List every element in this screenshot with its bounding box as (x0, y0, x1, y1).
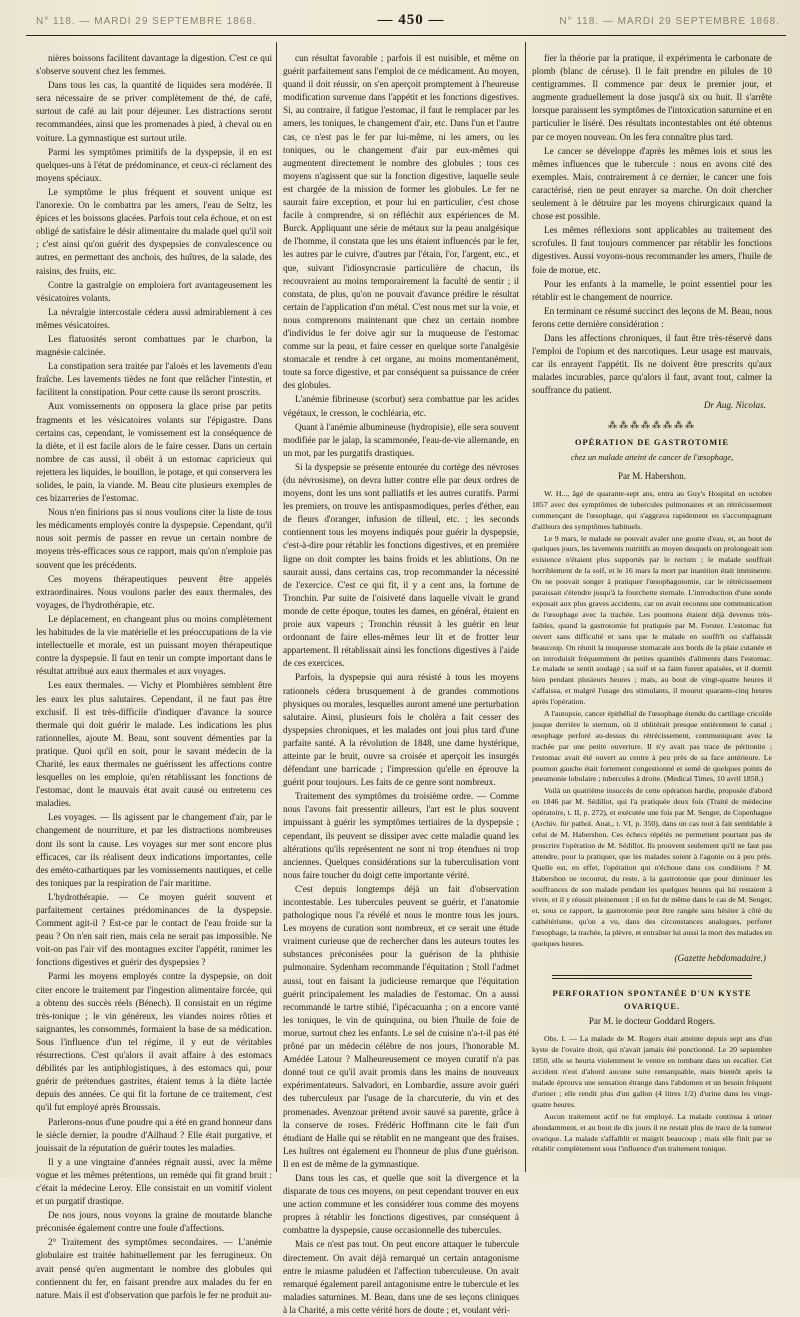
signature-nicolas: Dr Aug. Nicolas. (703, 400, 766, 411)
paragraph: Il y a une vingtaine d'années régnait aussi, avec la même vogue et les mêmes prétentions, un remède qui fit grand bruit : c'était la médecine Leroy. Elle consistait en un vomitif violent et un purgatif drastique. (36, 1156, 272, 1207)
paragraph: Parmi les symptômes primitifs de la dyspepsie, il en est quelques-uns à l'état de prédominance, et ceux-ci réclament des moyens spéciaux. (36, 146, 272, 183)
paragraph: Dans les affections chroniques, il faut être très-réservé dans l'emploi de l'opium et des narcotiques. Leur usage est mauvais, car ils enrayent l'appétit. Ils ne doivent être prescrits qu'aux malades incurables, parce qu'alors il faut, avant tout, calmer la souffrance du patient. (532, 332, 772, 396)
page-header (26, 14, 786, 36)
paragraph: Quant à l'anémie albumineuse (hydropisie), elle sera souvent modifiée par le jalap, la scammonée, l'eau-de-vie allemande, en un mot, par les purgatifs drastiques. (283, 421, 519, 458)
paragraph: Parmi les moyens employés contre la dyspepsie, on doit citer encore le traitement par l'ingestion alimentaire forcée, qui a obtenu des succès réels (Bénech). Il consistait en un régime très-tonique ; le vin généreux, les viandes noires rôties et saignantes, les consommés, formaient la base de sa médication. Sous l'influence d'un tel régime, il y eut de véritables résurrections. C'est qu'alors il avait affaire à des estomacs débilités par les antiphlogistiques, à des estomacs qui, pour guérir de prétendues gastrites, étaient tenus à la diète lactée depuis des années. Ce qui fit la fortune de ce traitement, c'est qu'il fut employé après Broussais. (36, 971, 272, 1113)
paragraph: fier la théorie par la pratique, il expérimenta le carbonate de plomb (blanc de céruse). Il le fait prendre en pilules de 10 centigrammes. Il commence par deux le premier jour, et augmente graduellement la dose jusqu'à six ou huit. Il s'arrête lorsque paraissent les symptômes de l'intoxication saturnine et en particulier le liséré. Des résultats incontestables ont été obtenus par ce moyen nouveau. On les fera connaître plus tard. (532, 53, 772, 142)
paragraph: Le déplacement, en changeant plus ou moins complètement les habitudes de la vie matérielle et les préoccupations de la vie intellectuelle et morale, est un puissant moyen thérapeutique contre la dyspepsie. Il faut en tenir un compte important dans le résultat attribué aux eaux thermales et aux voyages. (36, 613, 272, 677)
paragraph: 2° Traitement des symptômes secondaires. — L'anémie globulaire est traitée habituellement par les ferrugineux. On avait pensé qu'en augmentant le nombre des globules qui contiennent du fer, en faisant prendre aux malades du fer en nature. Mais il est d'observation que parfois le fer ne produit au- (36, 1237, 272, 1300)
paragraph: Les eaux thermales. — Vichy et Plombières semblent être les eaux les plus salutaires. Cependant, il ne faut pas être exclusif. Il est très-difficile d'indiquer d'avance la source thermale qui doit guérir le malade. Les indications les plus rationnelles, ajoute M. Beau, sont souvent démenties par la pratique. Quoi qu'il en soit, pour le savant médecin de la Charité, les eaux thermales ne guérissent les affections contre lesquelles on les emploie, qu'en rétablissant les fonctions de l'estomac, dont le mauvais état avait causé ou entretenu ces maladies. (36, 680, 272, 809)
header-right: N° 118. — MARDI 29 SEPTEMBRE 1868. (559, 16, 780, 27)
paragraph: En terminant ce résumé succinct des leçons de M. Beau, nous ferons cette dernière considération : (532, 305, 772, 329)
paragraph: La constipation sera traitée par l'aloès et les lavements d'eau fraîche. Les lavements tièdes ne font que relâcher l'intestin, et facilitent la constipation. Pour cette cause ils seront proscrits. (36, 361, 272, 398)
paragraph: Le 9 mars, le malade ne pouvait avaler une goutte d'eau, et, au bout de quelques jours, les lavements nutritifs au moyen desquels on prolongeait son existence n'étaient plus supportés par le rectum ; le malade souffrait horriblement de la soif, et le 16 mars la mort par inanition était imminente. On ne pouvait songer à pratiquer l'œsophagotomie, car le rétrécissement paraissait s'étendre jusqu'à la fourchette sternale. L'introduction d'une sonde exposait aux plus graves accidents, car on avait reconnu une communication de l'œsophage avec la trachée. Les poumons étaient déjà devenus très-faibles, quand la gastrotomie fut pratiquée par M. Forster. L'estomac fut ouvert sans difficulté et sans que le malade en souffrît ou s'affaissât beaucoup. On réunit la muqueuse stomacale aux bords de la plaie cutanée et on introduisit fréquemment de petites quantités d'aliments dans l'estomac. Le malade se sentit soulagé ; sa soif et sa faim furent apaisées, et il dormit bien pendant plusieurs heures ; mais, au bout de vingt-quatre heures il s'affaissa, et malgré l'usage des stimulants, il mourut quarante-cinq heures après l'opération. (532, 533, 772, 707)
column-3 (532, 52, 772, 1172)
paragraph: Les mêmes réflexions sont applicables au traitement des scrofules. Il faut toujours commencer par rétablir les fonctions digestives. Aussi voyons-nous recommander les amers, l'huile de foie de morue, etc. (532, 225, 772, 275)
paragraph: Les voyages. — Ils agissent par le changement d'air, par le changement de nourriture, et par les distractions nombreuses dont ils sont la cause. Les voyages sur mer sont encore plus efficaces, car ils réalisent deux indications importantes, celle des eméto-cathartiques par les vomissements nautiques, et celle des toniques par la respiration de l'air maritime. (36, 812, 272, 888)
paragraph: Nous n'en finirions pas si nous voulions citer la liste de tous les médicaments employés contre la dyspepsie. Cependant, qu'il nous soit permis de passer en revue un certain nombre de moyens très-efficaces sous ce rapport, mais qu'on n'emploie pas souvent que les précédents. (36, 507, 272, 570)
library-stamp (6, 30, 32, 110)
paragraph: Les flatuosités seront combattues par le charbon, la magnésie calcinée. (36, 333, 272, 358)
paragraph: nières boissons facilitent davantage la digestion. C'est ce qui s'observe souvent chez les femmes. (36, 53, 272, 77)
header-left: N° 118. — MARDI 29 SEPTEMBRE 1868. (36, 16, 257, 27)
article-subtitle-gastrotomie: chez un malade atteint de cancer de l'œsophage, (570, 452, 734, 462)
paragraph: La névralgie intercostale cédera aussi admirablement à ces mêmes vésicatoires. (36, 306, 272, 330)
paragraph: C'est depuis longtemps déjà un fait d'observation incontestable. Les tubercules peuvent se guérir, et l'anatomie pathologique nous l'a révélé et nous le montre tous les jours. Les moyens de curation sont nombreux, et ce serait une étude vraiment curieuse que de rechercher dans les auteurs toutes les substances préconisées pour la guérison de la phthisie pulmonaire. Sydenham recommande l'équitation ; Stoll l'admet aussi, tout en faisant la judicieuse remarque que l'équitation guérit principalement les maladies de l'estomac. On a aussi recommandé le tartre stibié, l'ipécacuanha ; on a encore vanté les toniques, le vin de quinquina, ou bien l'huile de foie de morue, surtout chez les enfants. Le sel de cuisine n'a-t-il pas été prôné par un médecin célèbre de nos jours, l'honorable M. Amédée Latour ? Malheureusement ce moyen curatif n'a pas donné tout ce qu'il avait promis dans les mains de nouveaux expérimentateurs. Salvadori, en Lombardie, assure avoir guéri des tuberculeux par l'usage de la charcuterie, du vin et des promenades. Avenzoar prétend avoir sauvé sa parente, grâce à la conserve de roses. Frédéric Hoffmann cite le fait d'un étudiant de Halle qui se rétablit en ne mangeant que des fraises. Les huîtres ont également eu l'honneur de plus d'une guérison. Il en est de même de la gymnastique. (283, 883, 519, 1169)
signature-gazette: (Gazette hebdomadaire.) (674, 952, 766, 963)
paragraph: Le symptôme le plus fréquent et souvent unique est l'anorexie. On le combattra par les amers, l'eau de Seltz, les épices et les boissons glacées. Parfois tout cela échoue, et on est obligé de satisfaire le désir alimentaire du malade quel qu'il soit ; c'est ainsi qu'on guérit des dyspepsies de convalescence ou autres, en permettant des anchois, des huîtres, de la salade, des raisins, des fruits, etc. (36, 186, 272, 276)
paragraph: Aux vomissements on opposera la glace prise par petits fragments et les vésicatoires volants sur l'épigastre. Dans certains cas, cependant, le vomissement est la conséquence de la diète, et il est facile alors de le faire cesser. Dans un certain nombre de cas aussi, il obéit à un estomac capricieux qui rejettera les liquides, le bouillon, le potage, et qui conservera les solides, le pain, la viande. M. Beau cite plusieurs exemples de ces bizarreries de l'estomac. (36, 401, 272, 504)
article-title-gastrotomie: OPÉRATION DE GASTROTOMIE (575, 437, 729, 447)
paragraph: Traitement des symptômes du troisième ordre. — Comme nous l'avons fait pressentir ailleurs, l'art est le plus souvent impuissant à guérir les symptômes tertiaires de la dyspepsie ; cependant, ils peuvent se dissiper avec cette maladie quand les altérations qu'ils représentent ne sont ni trop étendues ni trop anciennes. Quelques considérations sur la tuberculisation vont nous faire toucher du doigt cette importante vérité. (283, 791, 519, 880)
paragraph: Si la dyspepsie se présente entourée du cortège des névroses (du névrosisme), on devra lutter contre elle par deux ordres de moyens, dont les uns sont palliatifs et les autres curatifs. Parmi les premiers, on trouve les antispasmodiques, perles d'éther, eau de fleurs d'oranger, infusion de tilleul, etc. ; les seconds contiennent tous les moyens indiqués pour guérir la dyspepsie, c'est-à-dire pour rétablir les fonctions digestives, et en première ligne on doit compter les bains froids et les ablutions. On ne saurait aussi, dans certains cas, trop recommander la nécessité de l'exercice. C'est ce qui fit, il y a cent ans, la fortune de Tronchin. Par suite de l'oisiveté dans laquelle vivait le grand monde de cette époque, toutes les dames, en général, étaient en proie aux vapeurs ; Tronchin réussit à les guérir en leur ordonnant de faire elles-mêmes leur lit et de frotter leur appartement. Il rétablissait ainsi les fonctions digestives à l'aide de ces exercices. (283, 461, 519, 669)
paragraph: Voilà un quatrième insuccès de cette opération hardie, proposée d'abord en 1846 par M. Sédillot, qui l'a pratiquée deux fois (Traité de médecine opératoire, t. II, p. 272), et exécutée une fois par M. Senger, de Copenhague (Archiv. für pathol. Anat., t. VI, p. 350), dans un cas tout à fait semblable à celui de M. Habershon. Ces échecs répétés ne permettent pourtant pas de proscrire l'opération de M. Sédillot. Ils prouvent seulement qu'il ne faut pas attendre, pour la pratiquer, que les malades soient à l'agonie ou à peu près. Quelle est, en effet, l'opération qui n'échoue dans ces conditions ? M. Habershon ne recourut, du reste, à la gastrotomie que pour diminuer les souffrances de son malade pendant les quelques heures qui lui restaient à vivre, et il y réussit pleinement ; il en fut de même dans le cas de M. Senger, et, sous ce rapport, la gastrotomie peut être rangée sans hésiter à côté du cathétérisme, qu'on a vu, dans des circonstances analogues, perforer l'œsophage, la trachée, la plèvre, et entraîner lui aussi la mort des malades en quelques heures. (532, 786, 772, 949)
paragraph: A l'autopsie, cancer épithélial de l'œsophage étendu du cartilage cricoïde jusque derrière le sternum, où il oblitérait presque entièrement le canal ; œsophage perforé au-dessus du rétrécissement, communiquant avec la trachée par une petite ouverture. Il n'y avait pas trace de péritonite ; l'estomac avait été ouvert au centre à peu près de sa face antérieure. Le poumon gauche était fortement congestionné et semé de quelques points de pneumonie lobulaire ; tubercules à droite. (Medical Times, 10 avril 1858.) (532, 709, 772, 784)
paragraph: cun résultat favorable ; parfois il est nuisible, et même on guérit parfaitement sans l'emploi de ce médicament. Au moyen, quand il doit réussir, on s'en aperçoit promptement à l'heureuse modification survenue dans l'appétit et les fonctions digestives. Si, au contraire, il fatigue l'estomac, il faut le remplacer par les amers, les toniques, le changement d'air, etc. Dans l'un et l'autre cas, ce n'est pas le fer par lui-même, ni les amers, ou les toniques, ou le changement d'air par eux-mêmes qui augmentent directement le nombre des globules ; tous ces moyens n'agissent que sur la fonction digestive, laquelle seule est chargée de la mission de former les globules. Le fer ne saurait faire exception, et pour lui en particulier, c'est chose facile à comprendre, si on réfléchit aux expériences de M. Burck. Appliquant une série de métaux sur la peau analgésique de l'homme, il constata que les uns étaient influencés par le fer, les autres par le cuivre, d'autres par l'étain, l'or, l'argent, etc., et que, suivant l'idiosyncrasie particulière de chacun, ils recouvraient au moins temporairement la faculté de sentir ; il constata, de plus, qu'on ne pouvait d'avance prédire le résultat certain de l'application d'un métal. C'est nous met sur la voie, et nous comprenons maintenant que chez un certain nombre d'individus le fer doive agir sur la muqueuse de l'estomac comme sur la peau, et faire cesser en quelque sorte l'analgésie stomacale et rendre à cet organe, au moins momentanément, toute sa force digestive, et par conséquent sa puissance de créer des globules. (283, 53, 519, 391)
paragraph: Dans tous les cas, et quelle que soit la divergence et la disparate de tous ces moyens, on peut cependant trouver en eux une action commune et les considérer tous comme des moyens propres à rétablir les fonctions digestives, par conséquent à combattre la dyspepsie, cause occasionnelle des tubercules. (283, 1172, 519, 1236)
paragraph: Aucun traitement actif ne fut employé. La malade continua à uriner abondamment, et au bout de dix jours il ne restait plus de trace de la tumeur ovarique. La malade s'affaiblit et maigrit beaucoup ; mais elle finit par se rétablir complètement sous l'influence d'un traitement tonique. (532, 1111, 772, 1154)
page-number: — 450 — (377, 12, 445, 28)
column-divider (276, 42, 277, 1172)
article-title-kyste: PERFORATION SPONTANÉE D'UN KYSTE OVARIQUE. (552, 989, 752, 1012)
paragraph: Le cancer se développe d'après les mêmes lois et sous les mêmes influences que le tubercule : nous en avons cité des exemples. Mais, contrairement à ce dernier, le cancer une fois caractérisé, rien ne peut enrayer sa marche. On doit chercher seulement à le détruire par les moyens chirurgicaux quand la chose est possible. (532, 145, 772, 222)
article-author-habershon: Par M. Habershon. (618, 470, 686, 481)
paragraph: Parlerons-nous d'une poudre qui a été en grand honneur dans le siècle dernier, la poudre d'Ailhaud ? Elle était purgative, et jouissait de la réputation de guérir toutes les maladies. (36, 1116, 272, 1153)
paragraph: De nos jours, nous voyons la graine de moutarde blanche préconisée également contre une foule d'affections. (36, 1210, 272, 1234)
paragraph: Dans tous les cas, la quantité de liquides sera modérée. Il sera nécessaire de se priver complètement de thé, de café, surtout de café au lait pour déjeuner. Les distractions seront recommandées, ainsi que les promenades à pied, à cheval ou en voiture. La gymnastique est surtout utile. (36, 80, 272, 143)
ornament-separator: ⁂⁂⁂⁂⁂⁂⁂⁂ (608, 419, 696, 430)
paragraph: Ces moyens thérapeutiques peuvent être appelés extraordinaires. Nous voulons parler des eaux thermales, des voyages, de l'hydrothérapie, etc. (36, 573, 272, 610)
article-author-rogers: Par M. le docteur Goddard Rogers. (588, 1016, 716, 1027)
column-1 (36, 52, 272, 1300)
paragraph: Obs. I. — La malade de M. Rogers était atteinte depuis sept ans d'un kyste de l'ovaire droit, qui n'avait jamais été ponctionné. Le 20 septembre 1850, elle se heurta violemment le ventre en tombant dans un escalier. Cet accident n'eut d'abord aucune suite remarquable, mais bientôt après la malade éprouva une sensation étrange dans l'abdomen et un besoin fréquent d'uriner ; elle rendit plus d'un gallon (4 litres 1/2) d'urine dans les vingt-quatre heures. (532, 1034, 772, 1109)
paragraph: Mais ce n'est pas tout. On peut encore attaquer le tubercule directement. On avait déjà remarqué un certain antagonisme entre le miasme paludéen et l'affection tuberculeuse. On avait remarqué également pareil antagonisme entre le tubercule et les maladies saturnines. M. Beau, dans une de ses leçons cliniques à la Charité, a mis cette vérité hors de doute ; et, voulant véri- (283, 1239, 519, 1315)
paragraph: L'hydrothérapie. — Ce moyen guérit souvent et parfaitement certaines prédominances de la dyspepsie. Comment agit-il ? Est-ce par le contact de l'eau froide sur la peau ? On n'en sait rien, mais cela ne serait pas impossible. Ne voit-on pas l'air vif des montagnes exciter l'appétit, ranimer les fonctions digestives et guérir des dyspepsies ? (36, 891, 272, 968)
column-2 (283, 52, 519, 1315)
paragraph: W. H..., âgé de quarante-sept ans, entra au Guy's Hospital en octobre 1857 avec des symptômes de tubercules pulmonaires et un rétrécissement commençant de l'œsophage, qui s'aggrava rapidement en s'accompagnant d'ailleurs des symptômes habituels. (532, 488, 772, 531)
paragraph: Contre la gastralgie on emploiera fort avantageusement les vésicatoires volants. (36, 279, 272, 303)
paragraph: L'anémie fibrineuse (scorbut) sera combattue par les acides végétaux, le cresson, le cochléaria, etc. (283, 394, 519, 418)
paragraph: Pour les enfants à la mamelle, le point essentiel pour les rétablir est le changement de nourrice. (532, 278, 772, 302)
double-rule-divider (552, 975, 752, 979)
column-divider (525, 42, 526, 1172)
paragraph: Parfois, la dyspepsie qui aura résisté à tous les moyens rationnels cédera brusquement à de grandes commotions physiques ou morales, lesquelles auront amené une perturbation salutaire. Ainsi, plusieurs fois le choléra a fait cesser des dyspepsies chroniques, et les malades ont joui plus tard d'une parfaite santé. A la révolution de 1848, une dame hystérique, atteinte par le bruit, ouvre sa croisée et aperçoit les insurgés défendant une barricade ; l'impression qu'elle en éprouve la guérit pour toujours. Les faits de ce genre sont nombreux. (283, 672, 519, 788)
